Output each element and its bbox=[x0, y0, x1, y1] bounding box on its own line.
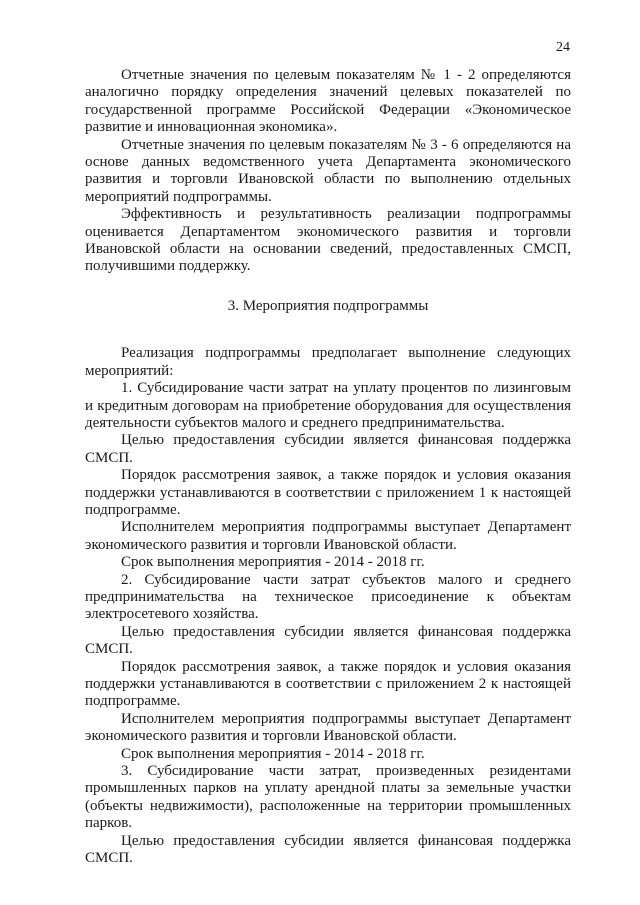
section-heading: 3. Мероприятия подпрограммы bbox=[227, 297, 429, 314]
paragraph: Срок выполнения мероприятия - 2014 - 2018 гг. bbox=[121, 745, 425, 762]
paragraph: Порядок рассмотрения заявок, а также порядок и условия оказания поддержки устанавливаются в соответствии с приложением 2 к настоящей подпрограмме. bbox=[85, 658, 571, 710]
paragraph: Исполнителем мероприятия подпрограммы выступает Департамент экономического развития и торговли Ивановской области. bbox=[85, 519, 571, 553]
paragraph: Целью предоставления субсидии является финансовая поддержка СМСП. bbox=[85, 832, 571, 867]
paragraph: Целью предоставления субсидии является финансовая поддержка СМСП. bbox=[85, 623, 571, 658]
paragraph: Отчетные значения по целевым показателям № 3 - 6 определяются на основе данных ведомственного учета Департамента экономического развития и торговли Ивановской области по выполнению отдельных мероприятий подпрограммы. bbox=[85, 136, 571, 205]
paragraph: Порядок рассмотрения заявок, а также порядок и условия оказания поддержки устанавливаются в соответствии с приложением 1 к настоящей подпрограмме. bbox=[85, 467, 571, 518]
document-body bbox=[85, 67, 571, 867]
paragraph: Срок выполнения мероприятия - 2014 - 2018 гг. bbox=[121, 554, 425, 571]
paragraph: Реализация подпрограммы предполагает выполнение следующих мероприятий: bbox=[85, 345, 571, 379]
paragraph: Эффективность и результативность реализации подпрограммы оценивается Департаментом экономического развития и торговли Ивановской области на основании сведений, предоставленных СМСП, получившими поддержку. bbox=[85, 206, 571, 275]
paragraph: 3. Субсидирование части затрат, произведенных резидентами промышленных парков на уплату арендной платы за земельные участки (объекты недвижимости), расположенные на территории промышленных парков. bbox=[85, 763, 571, 832]
paragraph: Исполнителем мероприятия подпрограммы выступает Департамент экономического развития и торговли Ивановской области. bbox=[85, 710, 571, 745]
paragraph: Отчетные значения по целевым показателям № 1 - 2 определяются аналогично порядку определения значений целевых показателей по государственной программе Российской Федерации «Экономическое развитие и инновационная экономика». bbox=[85, 67, 571, 136]
paragraph: Целью предоставления субсидии является финансовая поддержка СМСП. bbox=[85, 432, 571, 466]
page-number: 24 bbox=[556, 40, 570, 55]
paragraph: 2. Субсидирование части затрат субъектов малого и среднего предпринимательства на техническое присоединение к объектам электросетевого хозяйства. bbox=[85, 571, 571, 623]
paragraph: 1. Субсидирование части затрат на уплату процентов по лизинговым и кредитным договорам на приобретение оборудования для осуществления деятельности субъектов малого и среднего предпринимательства. bbox=[85, 380, 571, 431]
